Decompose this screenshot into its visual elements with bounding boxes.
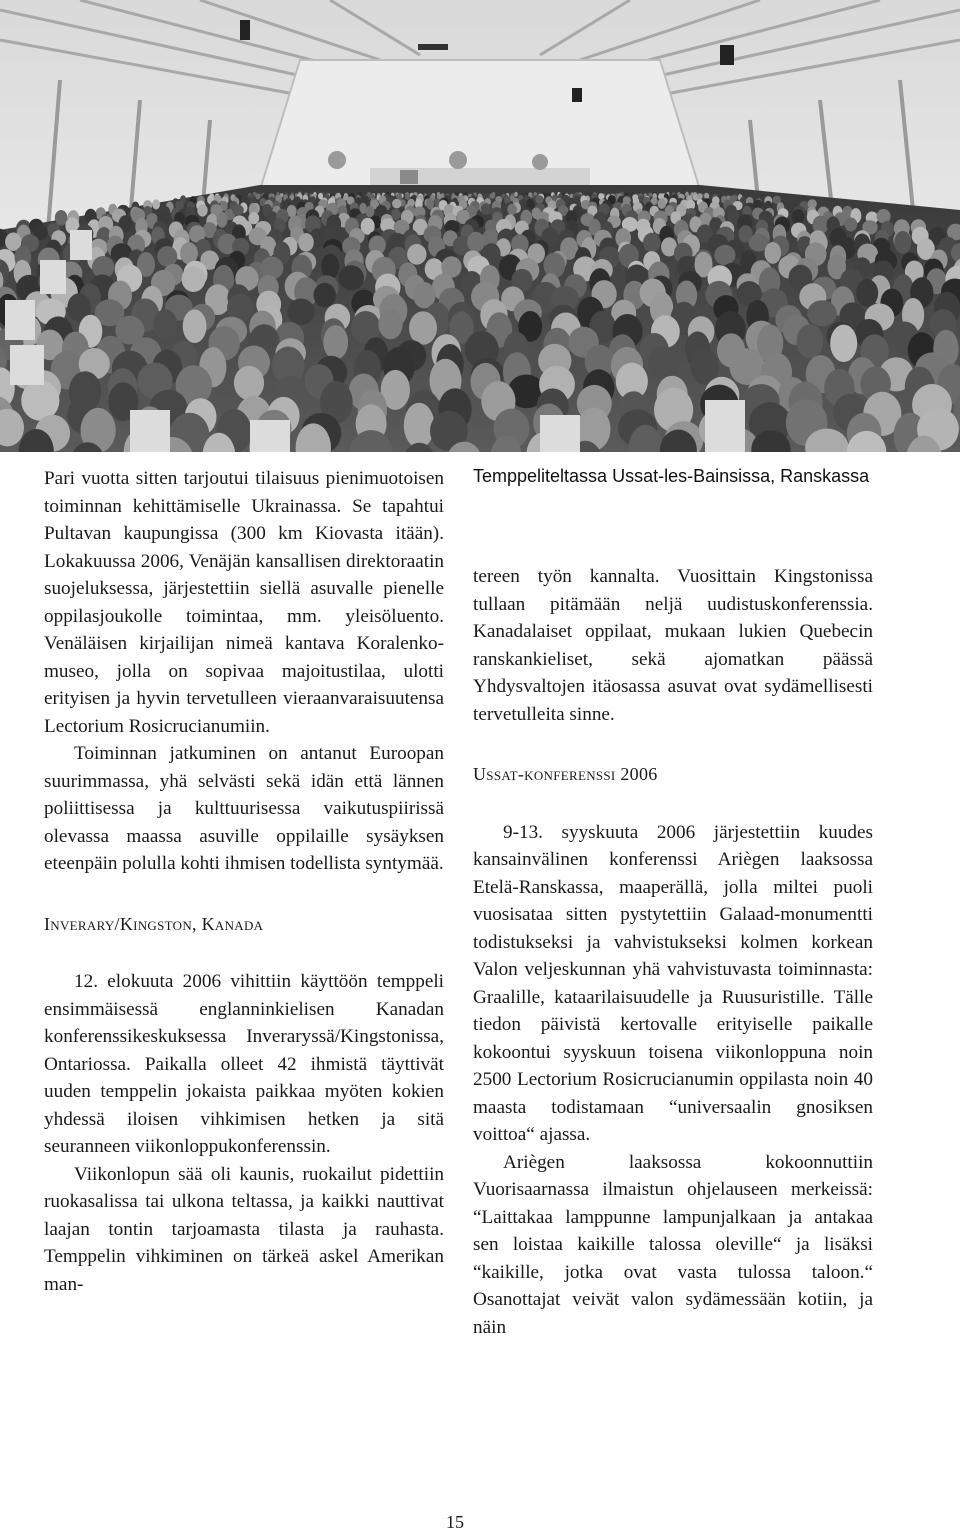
paragraph-ariege-valley: Ariègen laaksossa kokoonnuttiin Vuorisaarnassa ilmaistun ohjelauseen merkeissä: “Laittakaa lamppunne lampunjalkaan ja antakaa sen loistaa kaikille talossa oleville“ ja lisäksi “kaikille, jotka ovat vasta tulossa taloon.“ Osanottajat veivät valon sydämessään kotiin, ja näin <box>473 1151 873 1338</box>
left-column <box>44 465 444 1298</box>
right-column <box>473 465 873 1341</box>
photo-auditorium-audience-icon <box>0 0 960 452</box>
photo-caption: Temppeliteltassa Ussat-les-Bainsissa, Ranskassa <box>473 466 870 486</box>
paragraph-temple-inauguration: 12. elokuuta 2006 vihittiin käyttöön temppeli ensimmäisessä englanninkielisen Kanadan konferenssikeskuksessa Inveraryssä/Kingstonissa, Ontariossa. Paikalla olleet 42 ihmistä täyttivät uuden temppelin jokaista paikkaa myöten kokien yhdessä iloisen vihkimisen hetken ja sitä seuranneen viikonloppukonferenssin. <box>44 971 444 1157</box>
photo-auditorium-audience <box>0 0 960 452</box>
paragraph-weekend: Viikonlopun sää oli kaunis, ruokailut pidettiin ruokasalissa tai ulkona teltassa, ja kaikki nauttivat laajan tontin tarjoamasta tilasta ja rauhasta. Temppelin vihkiminen on tärkeä askel Amerikan man- <box>44 1163 444 1295</box>
paragraph-ukraine: Pari vuotta sitten tarjoutui tilaisuus pienimuotoisen toiminnan kehittämiselle Ukrainassa. Se tapahtui Pultavan kaupungissa (300 km Kiovasta itään). Lokakuussa 2006, Venäjän kansallisen direktoraatin suojeluksessa, järjestettiin siellä asuvalle pienelle oppilasjoukolle toimintaa, mm. yleisöluento. Venäläisen kirjailijan nimeä kantava Koralenko-museo, jolla on sopivaa majoitustilaa, ulotti erityisen ja hyvin tervetulleen vieraanvaraisuutensa Lectorium Rosicrucianumiin. <box>44 468 444 737</box>
paragraph-europe: Toiminnan jatkuminen on antanut Euroopan suurimmassa, yhä selvästi sekä idän että lännen poliittisessa ja kulttuurisessa vaikutuspiirissä olevassa maassa asuville oppilaille sysäyksen eteenpäin polulla kohti ihmisen todellista syntymää. <box>44 743 444 874</box>
paragraph-kingston-cont: tereen työn kannalta. Vuosittain Kingstonissa tullaan pitämään neljä uudistuskonferenssia. Kanadalaiset oppilaat, mukaan lukien Quebecin ranskankieliset, sekä ajomatkan päässä Yhdysvaltojen itäosassa asuvat ovat sydämellisesti tervetulleita sinne. <box>473 566 873 725</box>
section-heading-inverary: Inverary/Kingston, Kanada <box>44 913 264 934</box>
section-heading-ussat: Ussat-konferenssi 2006 <box>473 764 658 784</box>
paragraph-ussat-conference: 9-13. syyskuuta 2006 järjestettiin kuudes kansainvälinen konferenssi Ariègen laaksossa Etelä-Ranskassa, maaperällä, jolla miltei puoli vuosisataa sitten pystytettiin Galaad-monumentti todistukseksi ja vahvistukseksi kolmen korkean Valon veljeskunnan yhä vahvistuvasta toiminnasta: Graalille, kataarilaisuudelle ja Ruusuristille. Tälle tiedon päivistä kertovalle erityiselle paikalle kokoontui syyskuun toisena viikonloppuna noin 2500 Lectorium Rosicrucianumin oppilasta noin 40 maasta todistamaan “universaalin gnosiksen voittoa“ ajassa. <box>473 821 873 1145</box>
page-number: 15 <box>446 1512 464 1532</box>
